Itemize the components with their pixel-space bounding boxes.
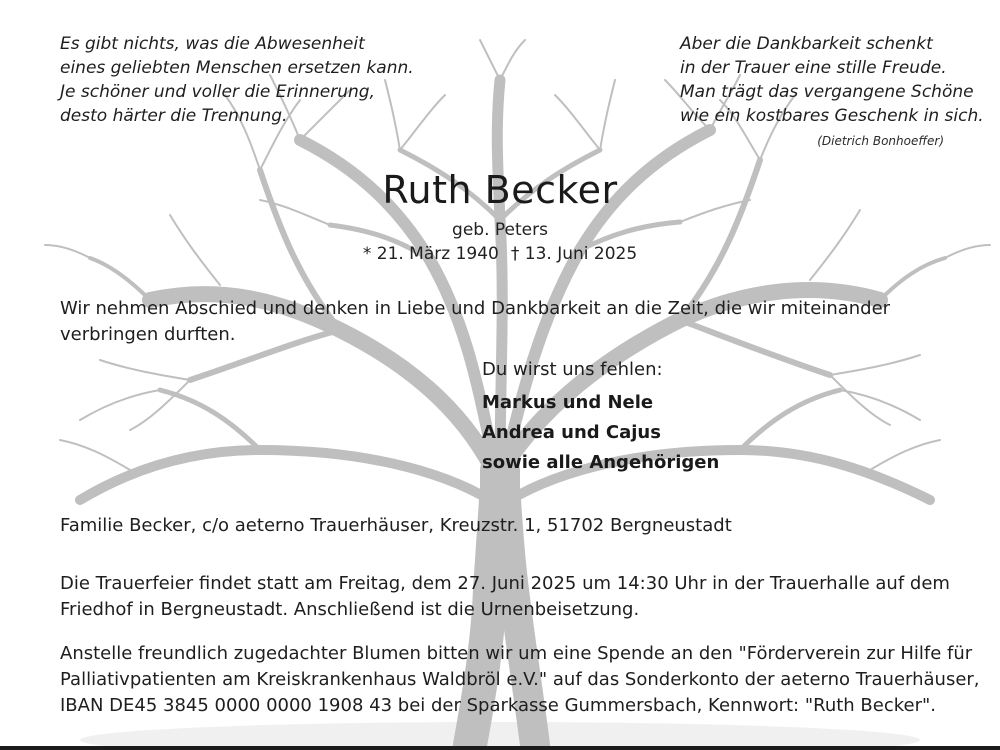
mourner-name: Andrea und Cajus (482, 422, 661, 443)
quote-left-line: Je schöner und voller die Erinnerung, (60, 82, 375, 102)
maiden-name: geb. Peters (452, 220, 548, 240)
life-dates (0, 244, 1000, 264)
quote-right-line: in der Trauer eine stille Freude. (680, 58, 947, 78)
service-text (60, 571, 950, 623)
service-line: Friedhof in Bergneustadt. Anschließend ist die Urnenbeisetzung. (60, 599, 640, 620)
quote-author: (Dietrich Bonhoeffer) (817, 134, 944, 148)
donation-line: Anstelle freundlich zugedachter Blumen bitten wir um eine Spende an den "Förderverein zur Hilfe für (60, 643, 973, 664)
quote-left-line: eines geliebten Menschen ersetzen kann. (60, 58, 414, 78)
mourner-name: Markus und Nele (482, 392, 654, 413)
mourner-name: sowie alle Angehörigen (482, 452, 720, 473)
family-address: Familie Becker, c/o aeterno Trauerhäuser, Kreuzstr. 1, 51702 Bergneustadt (60, 515, 732, 536)
farewell-line: verbringen durften. (60, 324, 236, 345)
quote-right (680, 32, 984, 128)
death-date: † 13. Juni 2025 (510, 244, 638, 264)
quote-left (60, 32, 414, 128)
quote-left-line: Es gibt nichts, was die Abwesenheit (60, 34, 365, 54)
mourners-intro: Du wirst uns fehlen: (482, 359, 663, 380)
farewell-line: Wir nehmen Abschied und denken in Liebe und Dankbarkeit an die Zeit, die wir miteinander (60, 298, 891, 319)
donation-text (60, 641, 980, 719)
deceased-name: Ruth Becker (382, 168, 618, 212)
quote-left-line: desto härter die Trennung. (60, 106, 288, 126)
bottom-border (0, 746, 1000, 750)
quote-right-line: wie ein kostbares Geschenk in sich. (680, 106, 984, 126)
quote-right-line: Aber die Dankbarkeit schenkt (680, 34, 933, 54)
donation-line: Palliativpatienten am Kreiskrankenhaus Waldbröl e.V." auf das Sonderkonto der aeterno Trauerhäuser, (60, 669, 980, 690)
mourners-list (482, 388, 719, 478)
donation-line: IBAN DE45 3845 0000 0000 1908 43 bei der Sparkasse Gummersbach, Kennwort: "Ruth Becker". (60, 695, 936, 716)
quote-right-line: Man trägt das vergangene Schöne (680, 82, 974, 102)
farewell-text (60, 296, 950, 348)
service-line: Die Trauerfeier findet statt am Freitag, dem 27. Juni 2025 um 14:30 Uhr in der Trauerhalle auf dem (60, 573, 950, 594)
birth-date: * 21. März 1940 (362, 244, 499, 264)
